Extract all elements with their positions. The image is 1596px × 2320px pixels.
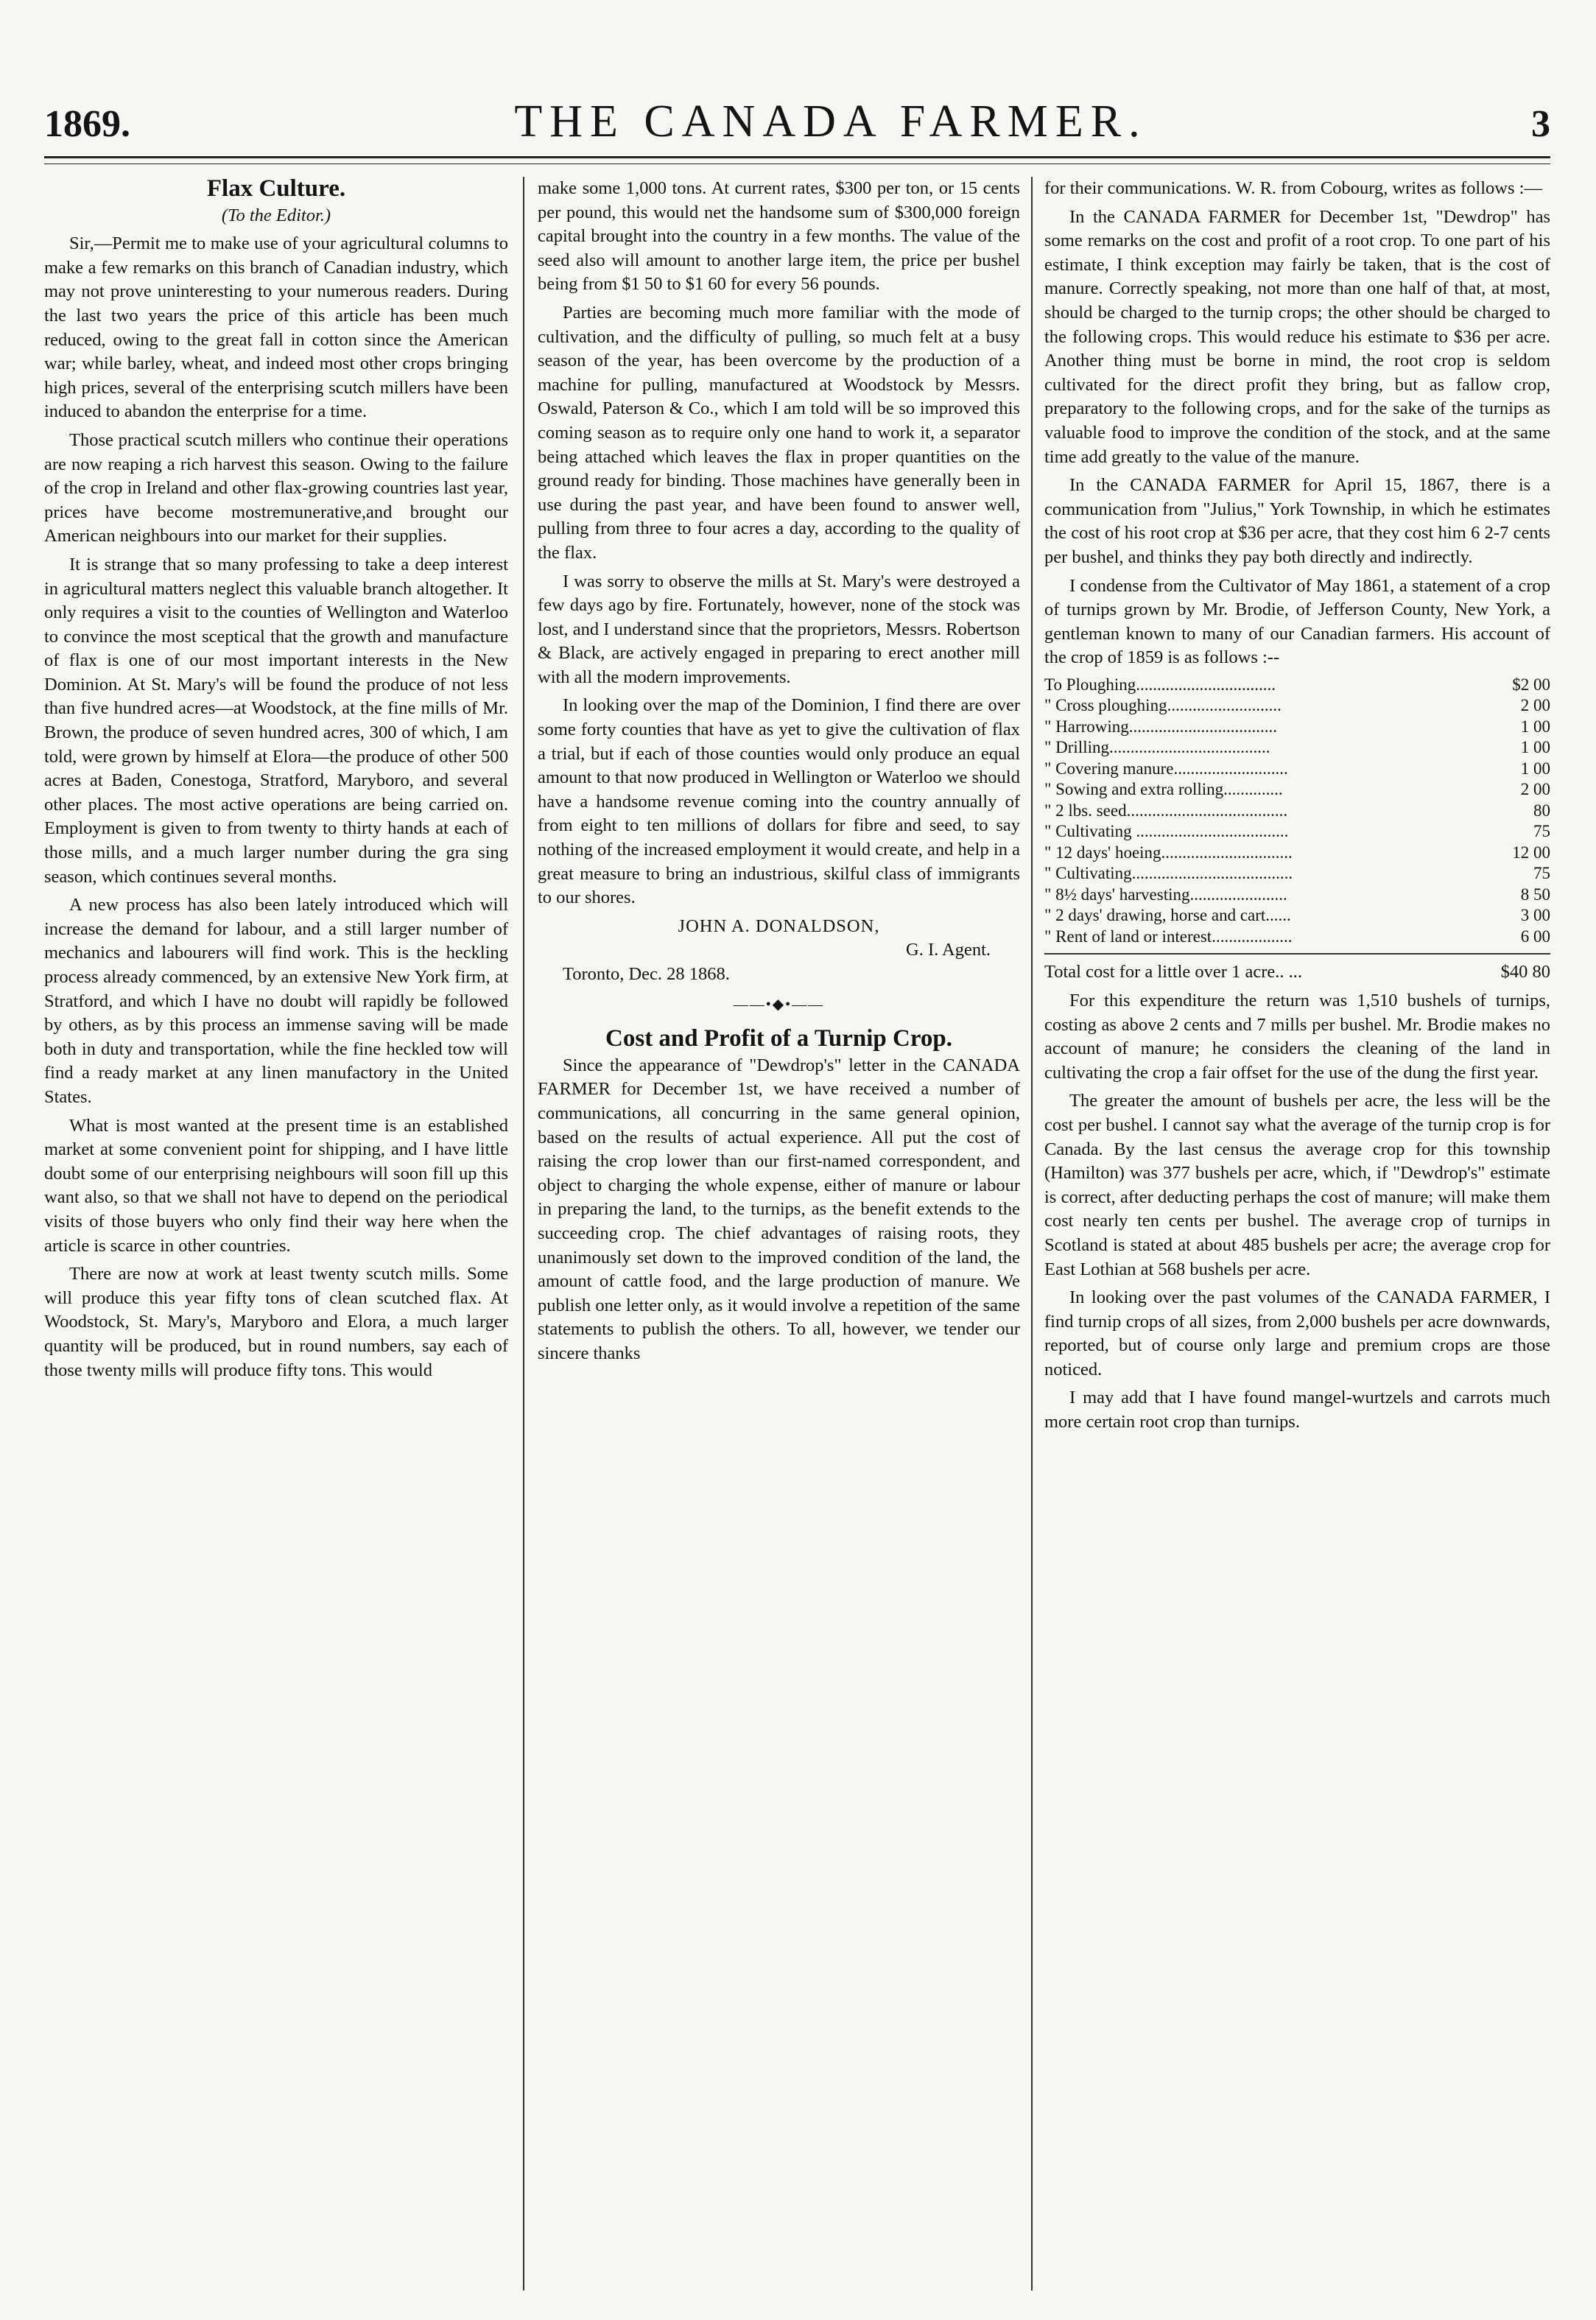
account-row: " 8½ days' harvesting....................... 8 50 bbox=[1044, 885, 1550, 904]
column-1 bbox=[44, 177, 508, 2291]
account-row: " Cultivating...................................... 75 bbox=[1044, 864, 1550, 883]
paragraph: Parties are becoming much more familiar with the mode of cultivation, and the difficulty of pulling, so much felt at a busy season of the year, has been overcome by the production of a machine for pulling, manufactured at Woodstock by Messrs. Oswald, Paterson & Co., which I am told will be so improved this coming season as to require only one hand to work it, a separator being attached which leaves the flax in proper quantities on the ground ready for binding. Those machines have generally been in use during the past year, and have been found to answer well, pulling from three to four acres a day, according to the quality of the flax. bbox=[538, 302, 1020, 563]
ornamental-divider: ——•◆•—— bbox=[733, 996, 825, 1013]
paragraph: A new process has also been lately introduced which will increase the demand for labour, and a still larger number of mechanics and labourers will find work. This is the heckling process already commenced, by an extensive New York firm, at Stratford, and which I have no doubt will rapidly be followed by others, as by this process an immense saving will be made both in duty and transportation, while the fine heckled tow will find a ready market at any linen manufactory in the United States. bbox=[44, 895, 508, 1107]
paragraph: for their communications. W. R. from Cobourg, writes as follows :— bbox=[1044, 178, 1542, 198]
column-divider bbox=[523, 177, 524, 2291]
account-row: " 2 days' drawing, horse and cart...... 3 00 bbox=[1044, 906, 1550, 925]
paragraph: I condense from the Cultivator of May 1861, a statement of a crop of turnips grown by Mr. Brodie, of Jefferson County, New York, a gentleman known to many of our Canadian farmers. His account of the crop of 1859 is as follows :-- bbox=[1044, 575, 1550, 668]
account-row: To Ploughing................................. $2 00 bbox=[1044, 675, 1550, 694]
column-3 bbox=[1044, 177, 1550, 2291]
article-title-flax: Flax Culture. bbox=[206, 177, 346, 202]
paragraph: I may add that I have found mangel-wurtzels and carrots much more certain root crop than turnips. bbox=[1044, 1388, 1550, 1433]
account-total bbox=[1044, 953, 1550, 985]
paragraph: The greater the amount of bushels per acre, the less will be the cost per bushel. I cannot say what the average of the turnip crop is for Canada. By the last census the average crop for this township (Hamilton) was 377 bushels per acre, which, if "Dewdrop's" estimate is correct, after deducting perhaps the cost of manure; will make them cost nearly ten cents per bushel. The average crop of turnips in Scotland is stated at about 485 bushels per acre; the average crop for East Lothian at 568 bushels per acre. bbox=[1044, 1091, 1550, 1279]
article-title-turnip: Cost and Profit of a Turnip Crop. bbox=[605, 1025, 952, 1052]
paragraph: Sir,—Permit me to make use of your agricultural columns to make a few remarks on this branch of Canadian industry, which may not prove uninteresting to your numerous readers. During the last two years the price of this article has been much reduced, owing to the great fall in cotton since the American war; while barley, wheat, and indeed most other crops bringing high prices, several of the enterprising scutch millers have been induced to abandon the enterprise for a time. bbox=[44, 233, 508, 422]
newspaper-title: THE CANADA FARMER. bbox=[514, 96, 1147, 147]
paragraph: Since the appearance of "Dewdrop's" letter in the CANADA FARMER for December 1st, we have received a number of communications, all concurring in the same general opinion, based on the results of actual experience. All put the cost of raising the crop lower than our first-named correspondent, and object to charging the whole expense, either of manure or labour in preparing the land, to the turnips, as the benefit extends to the succeeding crop. The chief advantages of raising roots, they unanimously set down to the improved condition of the land, the amount of cattle food, and the large production of manure. We publish one letter only, as it would involve a repetition of the same statements to publish the others. To all, however, we tender our sincere thanks bbox=[538, 1055, 1020, 1363]
dateline: Toronto, Dec. 28 1868. bbox=[563, 964, 730, 984]
author-signature: JOHN A. DONALDSON, bbox=[678, 915, 880, 936]
paragraph: make some 1,000 tons. At current rates, $300 per ton, or 15 cents per pound, this would net the handsome sum of $300,000 foreign capital brought into the country in a few months. The value of the seed also will amount to another large item, the price per bushel being from $1 50 to $1 60 for every 56 pounds. bbox=[538, 178, 1020, 295]
paragraph: Those practical scutch millers who continue their operations are now reaping a rich harvest this season. Owing to the failure of the crop in Ireland and other flax-growing countries last year, prices have become mostremunerative,and brought our American neighbours into our market for their supplies. bbox=[44, 429, 508, 546]
paragraph: What is most wanted at the present time is an established market at some convenient point for shipping, and I have little doubt some of our enterprising neighbours will soon fill up this want also, so that we shall not have to depend on the periodical visits of those buyers who only find their way here when the article is scarce in other countries. bbox=[44, 1115, 508, 1256]
paragraph: It is strange that so many professing to take a deep interest in agricultural matters neglect this valuable branch altogether. It only requires a visit to the counties of Wellington and Waterloo to convince the most sceptical that the growth and manufacture of flax is one of our most important interests in the New Dominion. At St. Mary's will be found the produce of not less than five hundred acres—at Woodstock, at the fine mills of Mr. Brown, the produce of seven hundred acres, 300 of which, I am told, were grown by himself at Elora—the produce of other 500 acres at Baden, Conestoga, Stratford, Maryboro, and several other places. The most active operations are being carried on. Employment is given to from twenty to thirty hands at each of those mills, and a much larger number during the gra sing season, which continues several months. bbox=[44, 554, 508, 887]
paragraph: I was sorry to observe the mills at St. Mary's were destroyed a few days ago by fire. Fortunately, however, none of the stock was lost, and I understand since that the proprietors, Messrs. Robertson & Black, are actively engaged in preparing to erect another mill with all the modern improvements. bbox=[538, 571, 1020, 687]
page-number: 3 bbox=[1531, 103, 1550, 145]
account-row: " Drilling...................................... 1 00 bbox=[1044, 738, 1550, 757]
account-row: " Harrowing................................... 1 00 bbox=[1044, 717, 1550, 736]
account-row: " Cross ploughing........................... 2 00 bbox=[1044, 696, 1550, 715]
column-divider bbox=[1031, 177, 1033, 2291]
total-amount: $40 80 bbox=[1500, 962, 1550, 983]
paragraph: For this expenditure the return was 1,510 bushels of turnips, costing as above 2 cents and 7 mills per bushel. Mr. Brodie makes no account of manure; he considers the cleaning of the land in cultivating the crop a fair offset for the use of the dung the first year. bbox=[1044, 990, 1550, 1083]
author-title: G. I. Agent. bbox=[906, 940, 991, 960]
issue-year: 1869. bbox=[44, 103, 130, 145]
account-row: " 12 days' hoeing............................... 12 00 bbox=[1044, 843, 1550, 862]
paragraph: In the CANADA FARMER for December 1st, "Dewdrop" has some remarks on the cost and profit of a root crop. To one part of his estimate, I think exception may fairly be taken, that is the cost of manure. Correctly speaking, not more than one half of that, at most, should be charged to the turnip crops; the other should be charged to the following crops. This would reduce his estimate to $36 per acre. Another thing must be borne in mind, the root crop is seldom cultivated for the direct profit they bring, but as fallow crop, preparatory to the following crops, and for the sake of the turnips as valuable food to improve the condition of the stock, and at the same time add greatly to the value of the manure. bbox=[1044, 206, 1550, 467]
account-row: " Sowing and extra rolling.............. 2 00 bbox=[1044, 780, 1550, 799]
crop-account-table bbox=[1044, 675, 1550, 948]
paragraph: There are now at work at least twenty scutch mills. Some will produce this year fifty tons of clean scutched flax. At Woodstock, St. Mary's, Maryboro and Elora, a much larger quantity will be produced, but in round numbers, say each of those twenty mills will produce fifty tons. This would bbox=[44, 1264, 508, 1380]
account-row: " Cultivating .................................... 75 bbox=[1044, 822, 1550, 841]
paragraph: In looking over the map of the Dominion, I find there are over some forty counties that have as yet to give the cultivation of flax a trial, but if each of those counties would only produce an equal amount to that now produced in Wellington or Waterloo we should have a handsome revenue coming into the country annually of from eight to ten millions of dollars for fibre and seed, to say nothing of the increased employment it would create, and help in a great measure to bring an industrious, skilful class of immigrants to our shores. bbox=[538, 695, 1020, 908]
column-2 bbox=[538, 177, 1020, 2291]
paragraph: In the CANADA FARMER for April 15, 1867, there is a communication from "Julius," York Township, in which he estimates the cost of his root crop at $36 per acre, that they cost him 6 2-7 cents per bushel, and thinks they pay both directly and indirectly. bbox=[1044, 475, 1550, 567]
account-row: " Rent of land or interest................... 6 00 bbox=[1044, 927, 1550, 946]
total-label: Total cost for a little over 1 acre.. ... bbox=[1044, 962, 1302, 983]
account-row: " Covering manure........................... 1 00 bbox=[1044, 759, 1550, 778]
paragraph: In looking over the past volumes of the CANADA FARMER, I find turnip crops of all sizes, from 2,000 bushels per acre downwards, reported, but of course only large and premium crops are those noticed. bbox=[1044, 1287, 1550, 1379]
to-editor-line: (To the Editor.) bbox=[221, 205, 331, 225]
masthead-rule bbox=[44, 156, 1550, 158]
account-row: " 2 lbs. seed...................................... 80 bbox=[1044, 801, 1550, 820]
masthead bbox=[44, 96, 1550, 147]
